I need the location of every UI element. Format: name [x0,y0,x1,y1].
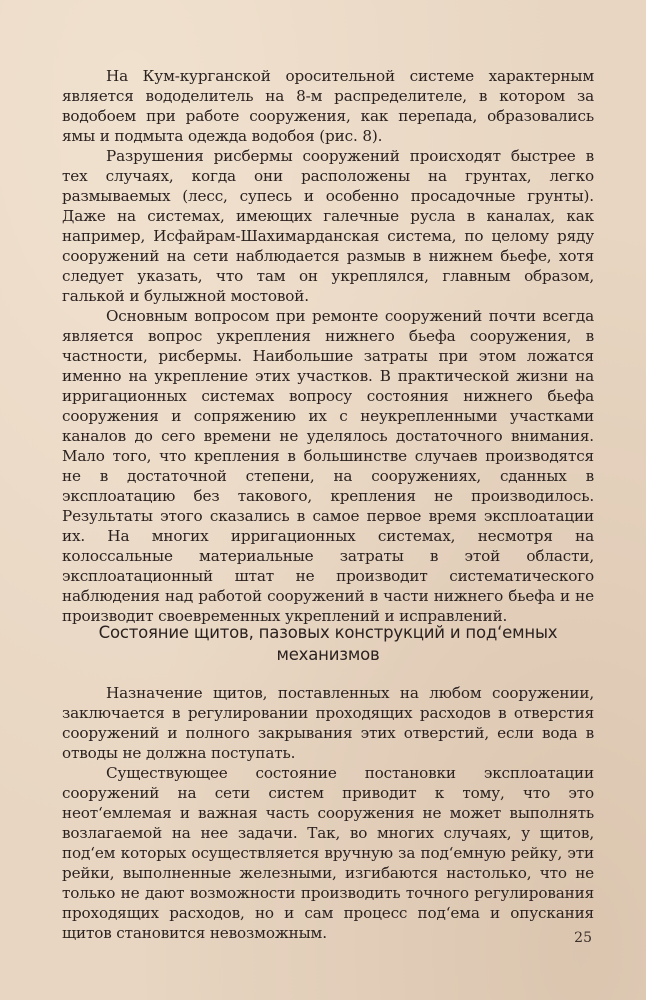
paragraph: Существующее состояние постановки эксплоатации сооружений на сети систем приводит к тому, что это неот‘емлемая и важная часть сооружения не может выполнять возлагаемой на нее задачи. Так, во многих случаях, у щитов, под‘ем которых осуществляется вручную за под‘емную рейку, эти рейки, выполненные железными, изгибаются настолько, что не только не дают возможности производить точного регулирования проходящих расходов, но и сам процесс под‘ема и опускания щитов становится невозможным. [62,764,594,942]
paragraph: На Кум-курганской оросительной системе характерным является вододелитель на 8-м распределителе, в котором за водобоем при работе сооружения, как перепада, образовались ямы и подмыта одежда водобоя (рис. 8). [62,67,594,145]
paragraph: Основным вопросом при ремонте сооружений почти всегда является вопрос укрепления нижнего бьефа сооружения, в частности, рисбермы. Наибольшие затраты при этом ложатся именно на укрепление этих участков. В практической жизни на ирригационных системах вопросу состояния нижнего бьефа сооружения и сопряжению их с неукрепленными участками каналов до сего времени не уделялось достаточного внимания. Мало того, что крепления в большинстве случаев производятся не в достаточной степени, на сооружениях, сданных в эксплоатацию без такового, крепления не производилось. Результаты этого сказались в самое первое время эксплоатации их. На многих ирригационных системах, несмотря на колоссальные материальные затраты в этой области, эксплоатационный штат не производит систематического наблюдения над работой сооружений в части нижнего бьефа и не производит своевременных укреплений и исправлений. [62,307,594,625]
page-number: 25 [574,930,592,946]
section-heading-line: механизмов [276,645,380,664]
body-text-bottom [62,683,594,943]
section-heading-line: Состояние щитов, пазовых конструкций и под‘емных [98,623,558,642]
section-heading [62,622,594,666]
paragraph: Разрушения рисбермы сооружений происходят быстрее в тех случаях, когда они расположены на грунтах, легко размываемых (лесс, супесь и особенно просадочные грунты). Даже на системах, имеющих галечные русла в каналах, как например, Исфайрам-Шахимарданская система, по целому ряду сооружений на сети наблюдается размыв в нижнем бьефе, хотя следует указать, что там он укреплялся, главным образом, галькой и булыжной мостовой. [62,147,594,305]
paragraph: Назначение щитов, поставленных на любом сооружении, заключается в регулировании проходящих расходов в отверстия сооружений и полного закрывания этих отверстий, если вода в отводы не должна поступать. [62,684,594,762]
body-text-top [62,66,594,626]
